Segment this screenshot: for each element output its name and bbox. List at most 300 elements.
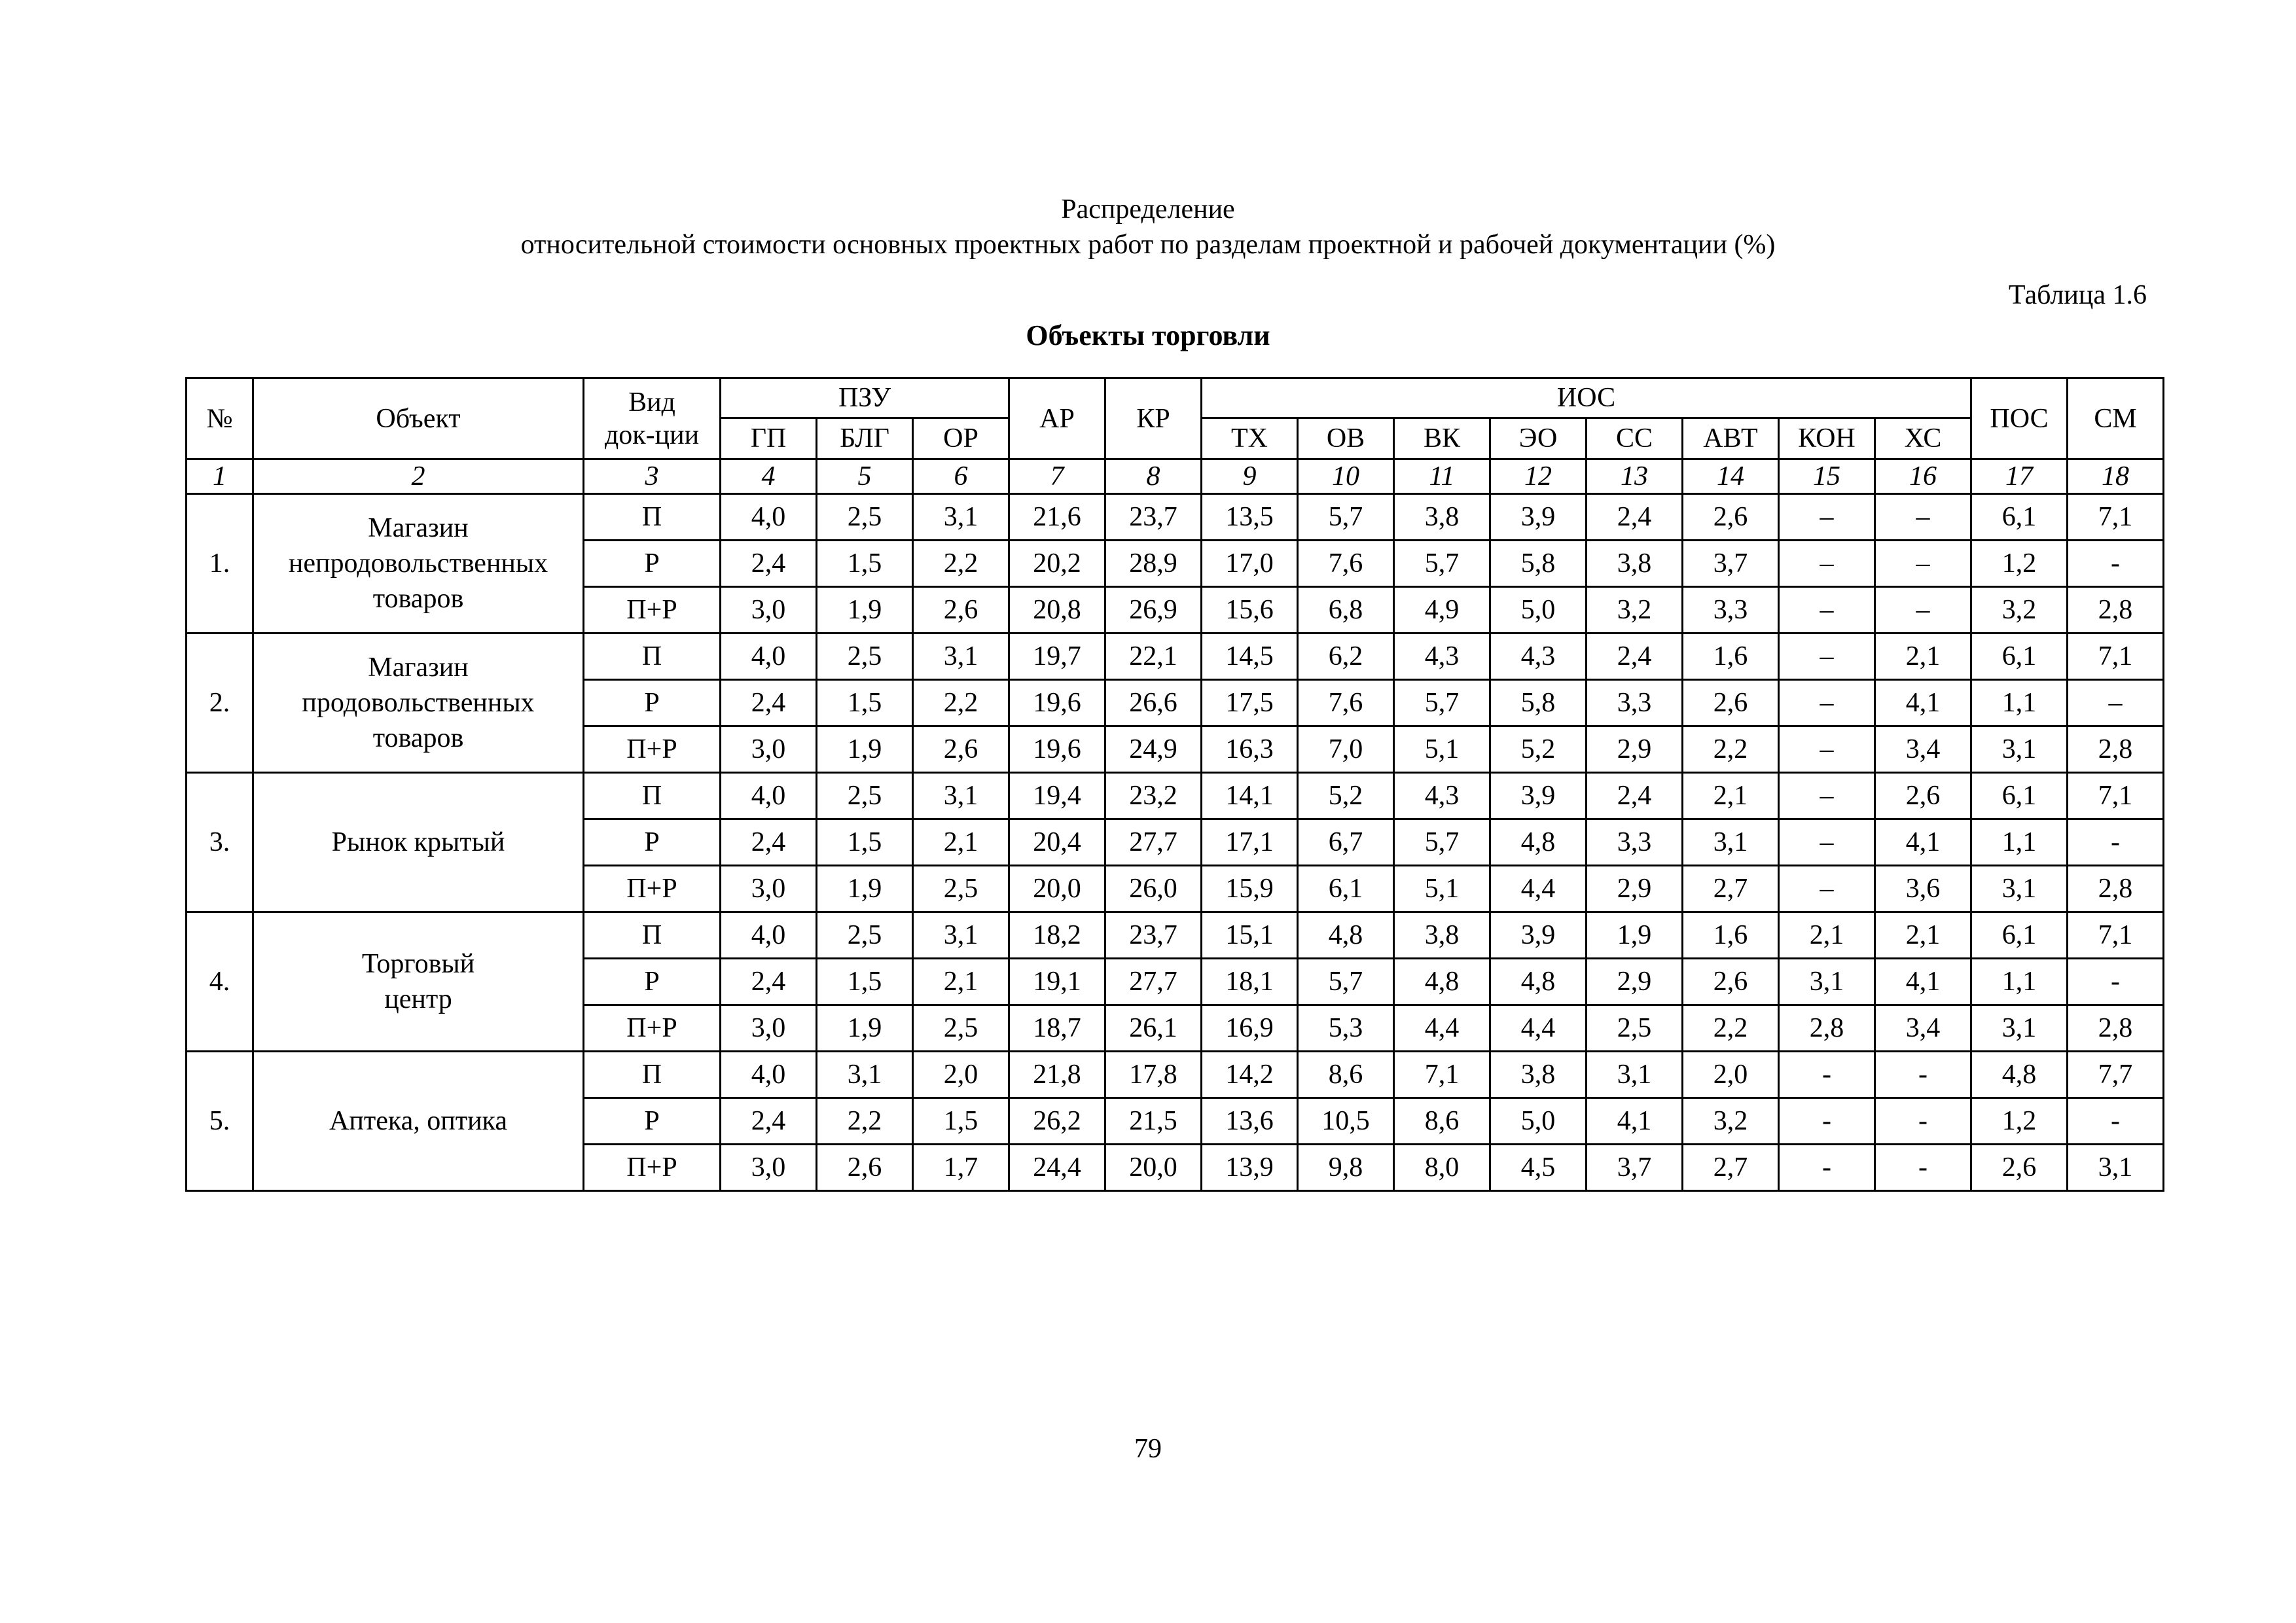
value-cell: 2,5 [817, 494, 913, 541]
value-cell: - [2068, 819, 2164, 866]
value-cell: 1,1 [1971, 819, 2068, 866]
header-tx: ТХ [1202, 418, 1298, 459]
object-name-line: непродовольственных [288, 548, 548, 579]
header-xs: ХС [1875, 418, 1971, 459]
value-cell: 6,1 [1298, 866, 1394, 912]
cost-distribution-table [185, 377, 2164, 1192]
column-number: 13 [1587, 459, 1683, 494]
header-ov: ОВ [1298, 418, 1394, 459]
value-cell: 3,1 [913, 494, 1009, 541]
value-cell: 2,5 [817, 633, 913, 680]
column-number: 10 [1298, 459, 1394, 494]
value-cell: 17,1 [1202, 819, 1298, 866]
object-name [253, 1052, 584, 1191]
value-cell: 26,1 [1105, 1005, 1202, 1052]
header-ss: СС [1587, 418, 1683, 459]
object-name-line: Аптека, оптика [329, 1106, 507, 1136]
header-avt: АВТ [1683, 418, 1779, 459]
value-cell: 2,1 [1875, 912, 1971, 959]
value-cell: 7,1 [2068, 912, 2164, 959]
value-cell: 2,9 [1587, 959, 1683, 1005]
value-cell: 2,4 [721, 680, 817, 726]
value-cell: 2,1 [913, 959, 1009, 1005]
value-cell: 17,5 [1202, 680, 1298, 726]
value-cell: 6,1 [1971, 633, 2068, 680]
value-cell: 13,5 [1202, 494, 1298, 541]
doc-type-cell: П+Р [584, 726, 721, 773]
value-cell: 3,0 [721, 866, 817, 912]
doc-type-cell: П [584, 1052, 721, 1098]
value-cell: 2,6 [1971, 1145, 2068, 1191]
value-cell: 2,1 [1779, 912, 1875, 959]
value-cell: 18,2 [1009, 912, 1105, 959]
value-cell: 4,3 [1394, 633, 1490, 680]
value-cell: 2,7 [1683, 1145, 1779, 1191]
value-cell: 4,8 [1490, 959, 1587, 1005]
value-cell: 27,7 [1105, 819, 1202, 866]
value-cell: 3,8 [1587, 541, 1683, 587]
object-name-line: Магазин [368, 513, 469, 543]
page-number: 79 [1134, 1434, 1162, 1464]
header-sm: СМ [2068, 378, 2164, 459]
column-number: 18 [2068, 459, 2164, 494]
value-cell: 3,1 [1971, 866, 2068, 912]
header-blg: БЛГ [817, 418, 913, 459]
value-cell: 7,1 [1394, 1052, 1490, 1098]
column-number: 12 [1490, 459, 1587, 494]
value-cell: 2,8 [2068, 1005, 2164, 1052]
value-cell: 1,5 [817, 819, 913, 866]
header-vk: ВК [1394, 418, 1490, 459]
value-cell: 16,9 [1202, 1005, 1298, 1052]
column-number: 4 [721, 459, 817, 494]
column-number: 7 [1009, 459, 1105, 494]
value-cell: 2,1 [1683, 773, 1779, 819]
doc-type-cell: Р [584, 541, 721, 587]
value-cell: 3,3 [1587, 819, 1683, 866]
value-cell: 3,2 [1971, 587, 2068, 633]
value-cell: 4,4 [1490, 1005, 1587, 1052]
value-cell: - [1779, 1098, 1875, 1145]
value-cell: 14,1 [1202, 773, 1298, 819]
value-cell: 1,9 [817, 587, 913, 633]
header-or: ОР [913, 418, 1009, 459]
value-cell: 5,1 [1394, 726, 1490, 773]
header-ios: ИОС [1202, 378, 1971, 418]
doc-type-cell: П+Р [584, 1005, 721, 1052]
value-cell: 3,8 [1394, 494, 1490, 541]
value-cell: 19,1 [1009, 959, 1105, 1005]
value-cell: 18,7 [1009, 1005, 1105, 1052]
value-cell: 15,6 [1202, 587, 1298, 633]
value-cell: 15,9 [1202, 866, 1298, 912]
value-cell: 2,8 [1779, 1005, 1875, 1052]
value-cell: 3,1 [817, 1052, 913, 1098]
value-cell: 3,1 [2068, 1145, 2164, 1191]
column-number: 1 [187, 459, 253, 494]
value-cell: 7,6 [1298, 680, 1394, 726]
value-cell: 28,9 [1105, 541, 1202, 587]
value-cell: 2,2 [1683, 726, 1779, 773]
value-cell: 1,9 [1587, 912, 1683, 959]
table-row [187, 633, 2164, 680]
value-cell: 4,3 [1490, 633, 1587, 680]
value-cell: 20,0 [1105, 1145, 1202, 1191]
value-cell: 4,4 [1490, 866, 1587, 912]
value-cell: 9,8 [1298, 1145, 1394, 1191]
value-cell: 19,7 [1009, 633, 1105, 680]
value-cell: 4,8 [1490, 819, 1587, 866]
value-cell: 24,9 [1105, 726, 1202, 773]
value-cell: 2,6 [1875, 773, 1971, 819]
value-cell: 26,0 [1105, 866, 1202, 912]
value-cell: 13,9 [1202, 1145, 1298, 1191]
value-cell: - [2068, 541, 2164, 587]
value-cell: 1,7 [913, 1145, 1009, 1191]
value-cell: 2,8 [2068, 866, 2164, 912]
header-ar: АР [1009, 378, 1105, 459]
value-cell: 2,2 [913, 541, 1009, 587]
value-cell: 3,0 [721, 1005, 817, 1052]
doc-type-cell: П [584, 773, 721, 819]
column-number: 8 [1105, 459, 1202, 494]
value-cell: 2,6 [1683, 494, 1779, 541]
value-cell: – [1779, 819, 1875, 866]
value-cell: 2,4 [721, 1098, 817, 1145]
header-object: Объект [253, 378, 584, 459]
column-number: 11 [1394, 459, 1490, 494]
value-cell: 8,6 [1298, 1052, 1394, 1098]
value-cell: 2,0 [1683, 1052, 1779, 1098]
value-cell: - [1779, 1145, 1875, 1191]
value-cell: 3,7 [1587, 1145, 1683, 1191]
value-cell: 2,6 [1683, 680, 1779, 726]
value-cell: 4,8 [1971, 1052, 2068, 1098]
value-cell: 4,1 [1875, 959, 1971, 1005]
value-cell: 2,7 [1683, 866, 1779, 912]
value-cell: 1,1 [1971, 959, 2068, 1005]
object-name [253, 494, 584, 633]
heading-line-2: относительной стоимости основных проектных работ по разделам проектной и рабочей документации (%) [520, 230, 1776, 260]
value-cell: 16,3 [1202, 726, 1298, 773]
value-cell: 4,0 [721, 1052, 817, 1098]
value-cell: - [1875, 1052, 1971, 1098]
value-cell: 15,1 [1202, 912, 1298, 959]
value-cell: 10,5 [1298, 1098, 1394, 1145]
value-cell: 6,8 [1298, 587, 1394, 633]
object-name-line: Магазин [368, 652, 469, 683]
header-kon: КОН [1779, 418, 1875, 459]
row-number: 4. [187, 912, 253, 1052]
object-name-line: товаров [372, 723, 464, 753]
value-cell: 6,2 [1298, 633, 1394, 680]
value-cell: 1,5 [817, 959, 913, 1005]
value-cell: 2,8 [2068, 726, 2164, 773]
value-cell: 2,2 [1683, 1005, 1779, 1052]
value-cell: 3,1 [1971, 726, 2068, 773]
doc-type-cell: П+Р [584, 587, 721, 633]
value-cell: 1,5 [913, 1098, 1009, 1145]
value-cell: 5,2 [1490, 726, 1587, 773]
value-cell: 3,2 [1683, 1098, 1779, 1145]
header-doc-type [584, 378, 721, 459]
value-cell: 1,2 [1971, 1098, 2068, 1145]
value-cell: 2,4 [721, 541, 817, 587]
value-cell: 3,0 [721, 587, 817, 633]
value-cell: 3,1 [913, 633, 1009, 680]
value-cell: 3,0 [721, 1145, 817, 1191]
value-cell: 21,6 [1009, 494, 1105, 541]
value-cell: 17,8 [1105, 1052, 1202, 1098]
table-row [187, 1052, 2164, 1098]
row-number: 1. [187, 494, 253, 633]
doc-type-cell: П+Р [584, 866, 721, 912]
object-name-line: продовольственных [302, 688, 535, 718]
column-number: 9 [1202, 459, 1298, 494]
value-cell: 4,3 [1394, 773, 1490, 819]
heading-line-1: Распределение [1061, 194, 1235, 224]
header-doc-type-line1: Вид [628, 387, 675, 418]
value-cell: 7,1 [2068, 494, 2164, 541]
value-cell: 3,1 [1779, 959, 1875, 1005]
value-cell: 4,8 [1298, 912, 1394, 959]
value-cell: 3,2 [1587, 587, 1683, 633]
value-cell: 3,1 [1971, 1005, 2068, 1052]
value-cell: 2,6 [1683, 959, 1779, 1005]
value-cell: 26,2 [1009, 1098, 1105, 1145]
value-cell: - [2068, 1098, 2164, 1145]
value-cell: 3,9 [1490, 912, 1587, 959]
value-cell: 3,9 [1490, 773, 1587, 819]
value-cell: 2,0 [913, 1052, 1009, 1098]
value-cell: – [1779, 726, 1875, 773]
value-cell: 3,6 [1875, 866, 1971, 912]
value-cell: 2,1 [913, 819, 1009, 866]
value-cell: 19,6 [1009, 680, 1105, 726]
value-cell: 6,1 [1971, 912, 2068, 959]
value-cell: 5,8 [1490, 680, 1587, 726]
column-number: 5 [817, 459, 913, 494]
value-cell: 23,2 [1105, 773, 1202, 819]
value-cell: 2,4 [721, 959, 817, 1005]
value-cell: 2,6 [913, 587, 1009, 633]
value-cell: – [1779, 541, 1875, 587]
object-name-line: Торговый [361, 949, 475, 979]
value-cell: – [1779, 633, 1875, 680]
object-name [253, 773, 584, 912]
column-number: 17 [1971, 459, 2068, 494]
value-cell: 2,6 [817, 1145, 913, 1191]
value-cell: 1,9 [817, 1005, 913, 1052]
value-cell: 5,3 [1298, 1005, 1394, 1052]
value-cell: 7,0 [1298, 726, 1394, 773]
header-gp: ГП [721, 418, 817, 459]
value-cell: 5,7 [1298, 494, 1394, 541]
value-cell: 2,1 [1875, 633, 1971, 680]
value-cell: 5,7 [1394, 680, 1490, 726]
value-cell: 27,7 [1105, 959, 1202, 1005]
value-cell: 2,5 [817, 773, 913, 819]
row-number: 2. [187, 633, 253, 773]
value-cell: 5,0 [1490, 587, 1587, 633]
value-cell: 3,1 [1683, 819, 1779, 866]
value-cell: 1,5 [817, 680, 913, 726]
header-no: № [187, 378, 253, 459]
doc-type-cell: П [584, 633, 721, 680]
value-cell: 14,2 [1202, 1052, 1298, 1098]
value-cell: 13,6 [1202, 1098, 1298, 1145]
value-cell: 20,8 [1009, 587, 1105, 633]
value-cell: 2,4 [1587, 773, 1683, 819]
value-cell: 8,6 [1394, 1098, 1490, 1145]
value-cell: 20,2 [1009, 541, 1105, 587]
column-number: 6 [913, 459, 1009, 494]
value-cell: 23,7 [1105, 912, 1202, 959]
value-cell: 19,6 [1009, 726, 1105, 773]
value-cell: – [1779, 587, 1875, 633]
value-cell: 22,1 [1105, 633, 1202, 680]
value-cell: 26,9 [1105, 587, 1202, 633]
value-cell: 2,5 [1587, 1005, 1683, 1052]
value-cell: 3,4 [1875, 726, 1971, 773]
value-cell: 3,8 [1394, 912, 1490, 959]
doc-type-cell: П [584, 494, 721, 541]
value-cell: 21,5 [1105, 1098, 1202, 1145]
doc-type-cell: Р [584, 959, 721, 1005]
value-cell: 5,2 [1298, 773, 1394, 819]
value-cell: – [1779, 494, 1875, 541]
value-cell: – [1875, 541, 1971, 587]
value-cell: – [2068, 680, 2164, 726]
value-cell: 2,8 [2068, 587, 2164, 633]
value-cell: 4,0 [721, 494, 817, 541]
object-name-line: Рынок крытый [331, 827, 505, 857]
column-number: 3 [584, 459, 721, 494]
value-cell: 2,5 [913, 1005, 1009, 1052]
value-cell: 2,2 [817, 1098, 913, 1145]
column-number: 15 [1779, 459, 1875, 494]
value-cell: 3,7 [1683, 541, 1779, 587]
value-cell: 20,0 [1009, 866, 1105, 912]
value-cell: 20,4 [1009, 819, 1105, 866]
value-cell: 1,6 [1683, 912, 1779, 959]
value-cell: 14,5 [1202, 633, 1298, 680]
object-name [253, 633, 584, 773]
object-name [253, 912, 584, 1052]
value-cell: – [1779, 773, 1875, 819]
value-cell: 3,3 [1587, 680, 1683, 726]
value-cell: 2,4 [1587, 494, 1683, 541]
value-cell: 2,6 [913, 726, 1009, 773]
value-cell: 3,3 [1683, 587, 1779, 633]
value-cell: 3,8 [1490, 1052, 1587, 1098]
value-cell: 18,1 [1202, 959, 1298, 1005]
value-cell: - [2068, 959, 2164, 1005]
value-cell: 24,4 [1009, 1145, 1105, 1191]
value-cell: 3,1 [913, 912, 1009, 959]
document-heading [0, 192, 2296, 262]
value-cell: 5,8 [1490, 541, 1587, 587]
value-cell: 3,4 [1875, 1005, 1971, 1052]
value-cell: 2,2 [913, 680, 1009, 726]
value-cell: 2,5 [817, 912, 913, 959]
table-row [187, 494, 2164, 541]
value-cell: 3,0 [721, 726, 817, 773]
header-doc-type-line2: док-ции [604, 419, 700, 450]
value-cell: 1,2 [1971, 541, 2068, 587]
value-cell: 5,7 [1298, 959, 1394, 1005]
value-cell: 4,1 [1587, 1098, 1683, 1145]
value-cell: 3,1 [1587, 1052, 1683, 1098]
value-cell: 17,0 [1202, 541, 1298, 587]
row-number: 3. [187, 773, 253, 912]
row-number: 5. [187, 1052, 253, 1191]
table-body [187, 494, 2164, 1191]
value-cell: 4,0 [721, 912, 817, 959]
value-cell: 5,0 [1490, 1098, 1587, 1145]
value-cell: 6,7 [1298, 819, 1394, 866]
value-cell: - [1875, 1145, 1971, 1191]
value-cell: 4,1 [1875, 680, 1971, 726]
value-cell: 23,7 [1105, 494, 1202, 541]
doc-type-cell: Р [584, 819, 721, 866]
value-cell: 6,1 [1971, 494, 2068, 541]
value-cell: 21,8 [1009, 1052, 1105, 1098]
value-cell: 7,1 [2068, 633, 2164, 680]
value-cell: – [1779, 680, 1875, 726]
value-cell: 4,1 [1875, 819, 1971, 866]
doc-type-cell: Р [584, 680, 721, 726]
section-title: Объекты торговли [1026, 319, 1270, 351]
value-cell: 4,0 [721, 633, 817, 680]
doc-type-cell: П+Р [584, 1145, 721, 1191]
value-cell: 4,4 [1394, 1005, 1490, 1052]
value-cell: – [1875, 494, 1971, 541]
header-pos: ПОС [1971, 378, 2068, 459]
value-cell: 8,0 [1394, 1145, 1490, 1191]
value-cell: 4,0 [721, 773, 817, 819]
value-cell: – [1779, 866, 1875, 912]
value-cell: 1,1 [1971, 680, 2068, 726]
value-cell: 4,5 [1490, 1145, 1587, 1191]
value-cell: - [1875, 1098, 1971, 1145]
value-cell: 7,1 [2068, 773, 2164, 819]
object-name-line: товаров [372, 584, 464, 614]
value-cell: 1,9 [817, 726, 913, 773]
value-cell: 1,6 [1683, 633, 1779, 680]
table-number: Таблица 1.6 [2008, 280, 2147, 310]
value-cell: 3,9 [1490, 494, 1587, 541]
doc-type-cell: Р [584, 1098, 721, 1145]
value-cell: 5,1 [1394, 866, 1490, 912]
column-number-row [187, 459, 2164, 494]
value-cell: 2,4 [721, 819, 817, 866]
table-row [187, 773, 2164, 819]
value-cell: 1,9 [817, 866, 913, 912]
value-cell: 5,7 [1394, 819, 1490, 866]
value-cell: - [1779, 1052, 1875, 1098]
column-number: 16 [1875, 459, 1971, 494]
value-cell: 7,7 [2068, 1052, 2164, 1098]
column-number: 14 [1683, 459, 1779, 494]
header-kr: КР [1105, 378, 1202, 459]
value-cell: 2,9 [1587, 726, 1683, 773]
value-cell: 2,5 [913, 866, 1009, 912]
value-cell: 6,1 [1971, 773, 2068, 819]
value-cell: – [1875, 587, 1971, 633]
value-cell: 26,6 [1105, 680, 1202, 726]
value-cell: 3,1 [913, 773, 1009, 819]
